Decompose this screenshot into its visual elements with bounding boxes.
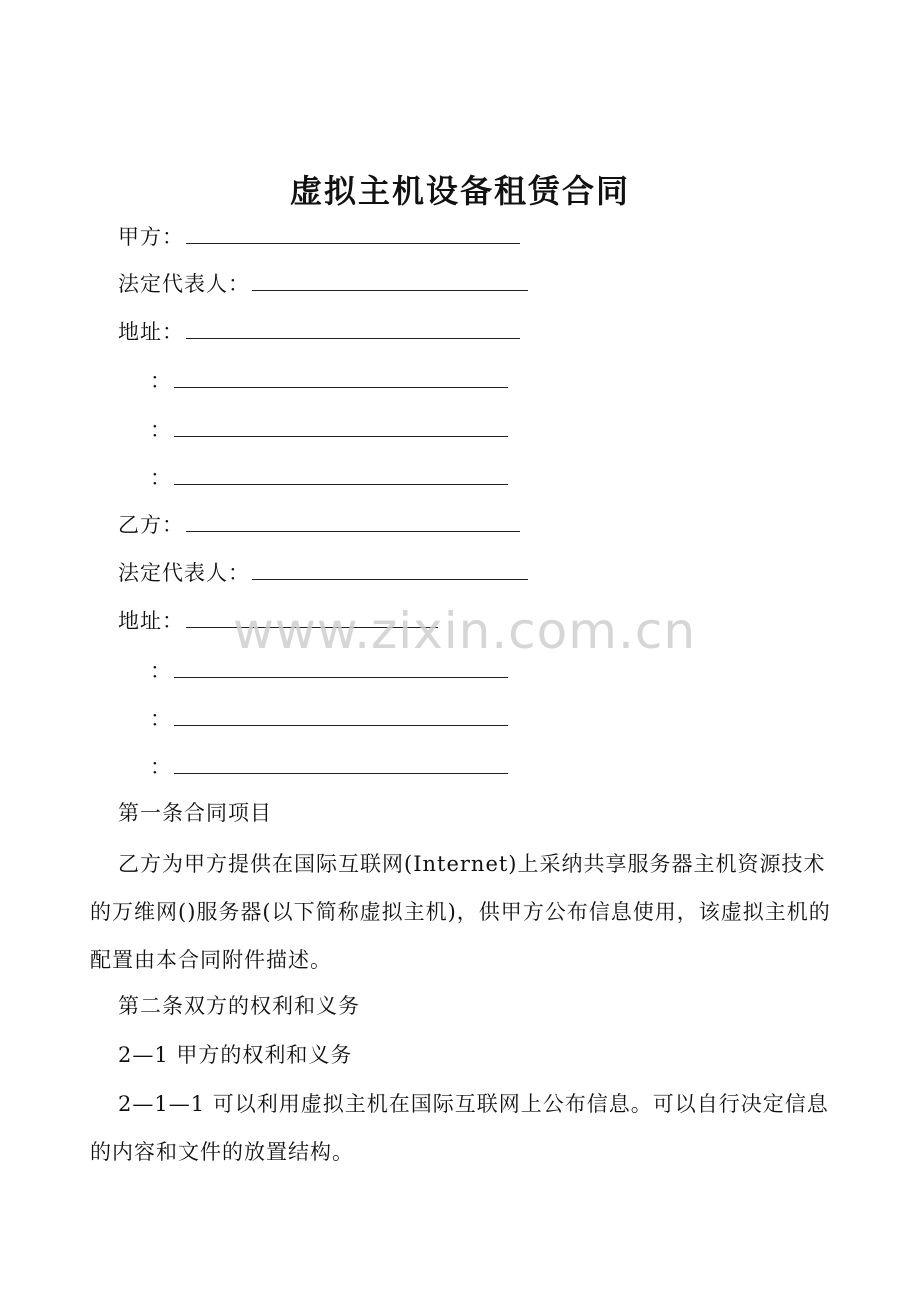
clause-paragraph-1: 乙方为甲方提供在国际互联网(Internet)上采纳共享服务器主机资源技术的万维网()服务器(以下简称虚拟主机)，供甲方公布信息使用，该虚拟主机的配置由本合同附件描述。 <box>90 852 831 972</box>
party-b-rep-label: 法定代表人： <box>118 561 250 585</box>
party-a-extra-blank-1[interactable] <box>174 371 508 388</box>
party-a-rep-field <box>118 269 528 299</box>
party-a-rep-label: 法定代表人： <box>118 272 250 296</box>
party-b-extra-blank-3[interactable] <box>174 757 508 774</box>
clause-subheading-2-1: 2—1 甲方的权利和义务 <box>118 1043 353 1067</box>
party-b-extra-label-2: ： <box>150 707 172 731</box>
party-b-rep-blank[interactable] <box>252 563 528 580</box>
party-b-rep-field <box>118 558 528 588</box>
clause-heading-2: 第二条双方的权利和义务 <box>118 994 360 1018</box>
party-a-address-blank[interactable] <box>186 322 520 339</box>
party-a-extra-label-3: ： <box>150 466 172 490</box>
watermark: www.zixin.com.cn <box>233 602 697 660</box>
party-a-address-field <box>118 317 520 347</box>
party-b-extra-label-3: ： <box>150 755 172 779</box>
party-a-extra-field-3 <box>150 463 508 493</box>
party-a-extra-field-1 <box>150 366 508 396</box>
party-a-extra-blank-2[interactable] <box>174 420 508 437</box>
party-b-extra-blank-1[interactable] <box>174 661 508 678</box>
party-a-extra-blank-3[interactable] <box>174 468 508 485</box>
clause-heading-1: 第一条合同项目 <box>118 801 272 825</box>
party-a-address-label: 地址： <box>118 320 184 344</box>
document-title: 虚拟主机设备租赁合同 <box>289 172 630 210</box>
party-a-blank[interactable] <box>186 227 520 244</box>
party-b-field <box>118 510 520 540</box>
party-a-extra-label-1: ： <box>150 369 172 393</box>
party-a-extra-label-2: ： <box>150 418 172 442</box>
party-b-label: 乙方： <box>118 513 184 537</box>
party-b-extra-field-3 <box>150 752 508 782</box>
party-a-label: 甲方： <box>118 225 184 249</box>
party-b-blank[interactable] <box>186 515 520 532</box>
party-b-extra-field-1 <box>150 656 508 686</box>
clause-paragraph-2-1-1: 2—1—1 可以利用虚拟主机在国际互联网上公布信息。可以自行决定信息的内容和文件的放置结构。 <box>90 1092 829 1164</box>
party-a-field <box>118 222 520 252</box>
party-b-extra-blank-2[interactable] <box>174 709 508 726</box>
party-a-extra-field-2 <box>150 415 508 445</box>
party-b-extra-label-1: ： <box>150 659 172 683</box>
party-b-address-label: 地址： <box>118 609 184 633</box>
party-b-extra-field-2 <box>150 704 508 734</box>
party-a-rep-blank[interactable] <box>252 274 528 291</box>
